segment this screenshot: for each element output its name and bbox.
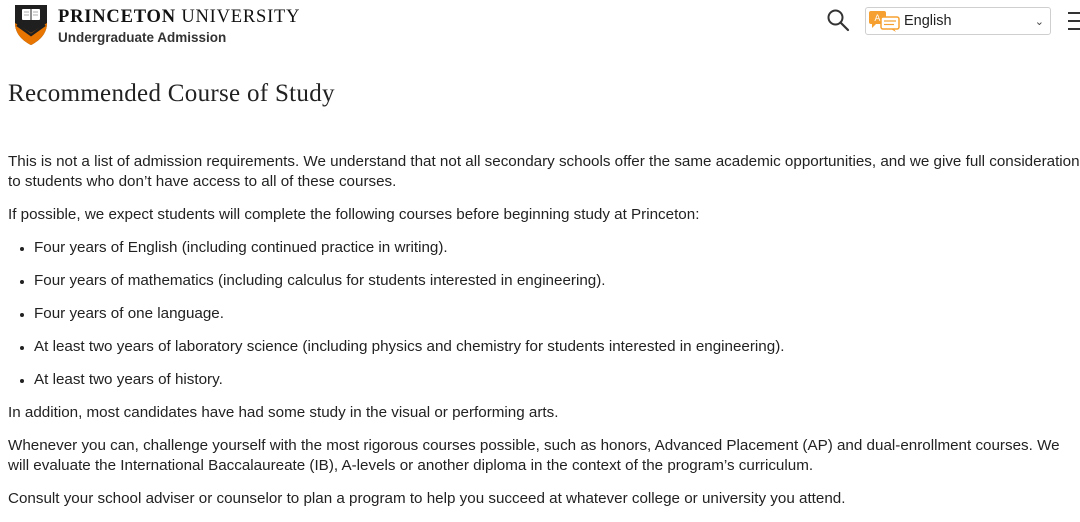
language-selected-value: English	[904, 13, 952, 29]
list-item: • Four years of English (including continued practice in writing).	[34, 238, 1080, 258]
intro-paragraph: This is not a list of admission requirements. We understand that not all secondary schools offer the same academic opportunities, and we give full consideration to students who don’t have access to all of these courses.	[8, 153, 1080, 190]
hamburger-menu-icon[interactable]	[1068, 12, 1080, 34]
logo-text	[58, 7, 300, 46]
svg-text:A: A	[874, 14, 881, 24]
page-title: Recommended Course of Study	[8, 80, 335, 107]
consult-paragraph: Consult your school adviser or counselor to plan a program to help you succeed at whatever college or university you attend.	[8, 490, 846, 507]
list-item: • Four years of mathematics (including calculus for students interested in engineering).	[34, 271, 1080, 291]
translate-icon	[868, 10, 900, 32]
arts-paragraph: In addition, most candidates have had some study in the visual or performing arts.	[8, 404, 559, 421]
chevron-down-icon: ⌄	[1034, 15, 1044, 28]
princeton-shield-icon	[13, 3, 49, 47]
list-item: • At least two years of history.	[34, 370, 1080, 390]
site-header	[0, 0, 1080, 54]
search-icon[interactable]	[826, 8, 850, 32]
university-name: PRINCETON UNIVERSITY	[58, 7, 301, 27]
main-content	[8, 152, 1080, 522]
princeton-logo[interactable]	[13, 3, 300, 47]
list-item: • At least two years of laboratory science (including physics and chemistry for students interested in engineering).	[34, 337, 1080, 357]
language-select[interactable]	[865, 7, 1051, 35]
list-item: • Four years of one language.	[34, 304, 1080, 324]
challenge-paragraph: Whenever you can, challenge yourself with the most rigorous courses possible, such as honors, Advanced Placement (AP) and dual-enrollment courses. We will evaluate the International Baccalaureate (IB), A-levels or another diploma in the context of the program’s curriculum.	[8, 437, 1060, 474]
course-list	[8, 238, 1080, 390]
expect-paragraph: If possible, we expect students will complete the following courses before beginning study at Princeton:	[8, 206, 700, 223]
department-name: Undergraduate Admission	[58, 30, 227, 45]
